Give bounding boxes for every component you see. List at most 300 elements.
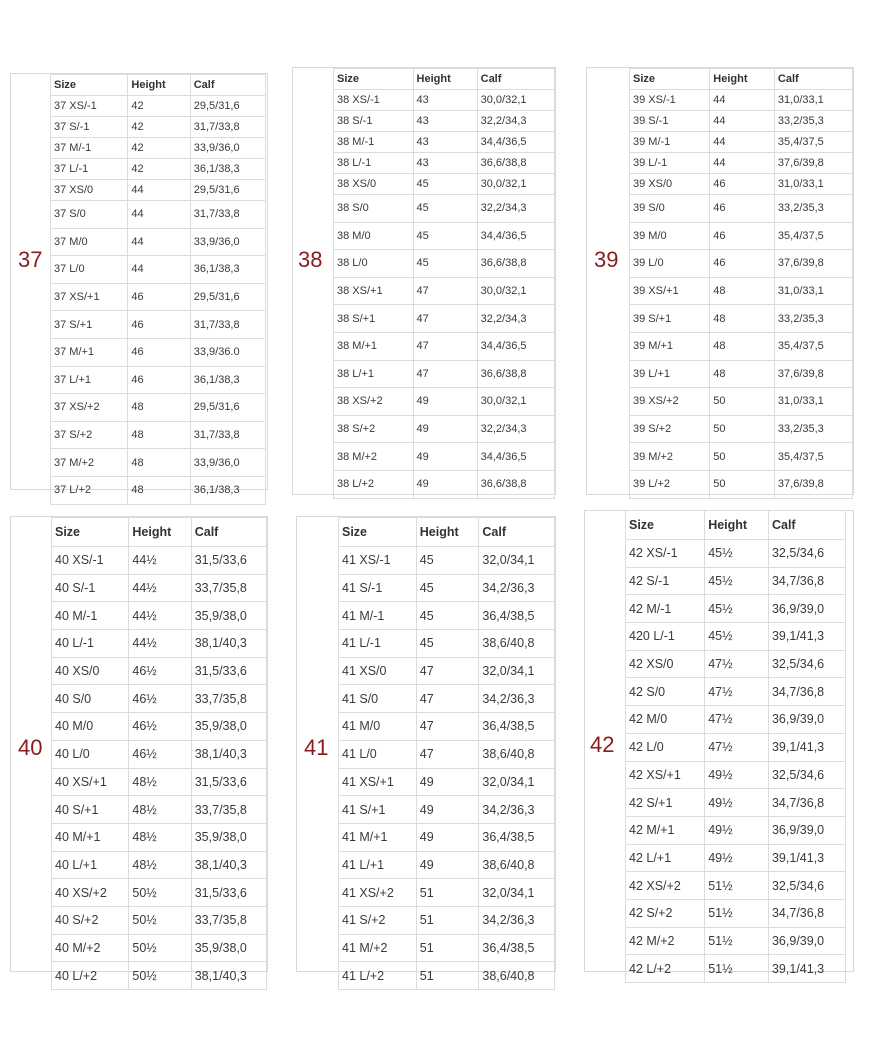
table-row: [51, 366, 266, 394]
size-cell: 38 M/-1: [334, 132, 414, 153]
calf-cell: 33,9/36.0: [190, 338, 265, 366]
calf-cell: 32,0/34,1: [479, 547, 555, 575]
height-cell: 50: [710, 388, 775, 416]
calf-cell: 35,4/37,5: [774, 332, 852, 360]
table-row: [52, 574, 267, 602]
table-row: [339, 879, 555, 907]
table-row: [52, 657, 267, 685]
table-row: [52, 740, 267, 768]
calf-cell: 32,0/34,1: [479, 657, 555, 685]
size-cell: 38 M/+2: [334, 443, 414, 471]
calf-cell: 34,4/36,5: [477, 332, 554, 360]
calf-cell: 30,0/32,1: [477, 277, 554, 305]
size-cell: 40 M/0: [52, 713, 129, 741]
size-cell: 420 L/-1: [626, 623, 705, 651]
table-row: [339, 962, 555, 990]
calf-cell: 32,5/34,6: [768, 761, 845, 789]
calf-cell: 34,2/36,3: [479, 906, 555, 934]
height-cell: 47½: [705, 678, 769, 706]
height-cell: 47½: [705, 733, 769, 761]
column-header-size: Size: [630, 69, 710, 90]
table-row: [52, 823, 267, 851]
height-cell: 45: [413, 174, 477, 195]
calf-cell: 34,2/36,3: [479, 685, 555, 713]
height-cell: 44: [710, 111, 775, 132]
table-row: [339, 713, 555, 741]
height-cell: 50: [710, 470, 775, 498]
column-header-size: Size: [51, 75, 128, 96]
table-row: [51, 180, 266, 201]
calf-cell: 34,4/36,5: [477, 443, 554, 471]
calf-cell: 32,2/34,3: [477, 111, 554, 132]
size-cell: 38 XS/0: [334, 174, 414, 195]
height-cell: 47: [413, 277, 477, 305]
size-cell: 42 S/0: [626, 678, 705, 706]
calf-cell: 36,9/39,0: [768, 816, 845, 844]
size-cell: 37 L/-1: [51, 159, 128, 180]
height-cell: 51: [416, 934, 479, 962]
table-row: [626, 733, 846, 761]
size-cell: 38 L/+2: [334, 470, 414, 498]
calf-cell: 32,2/34,3: [477, 305, 554, 333]
size-cell: 39 XS/0: [630, 174, 710, 195]
table-row: [51, 201, 266, 229]
table-row: [630, 443, 853, 471]
height-cell: 44: [128, 256, 190, 284]
size-cell: 41 S/-1: [339, 574, 417, 602]
size-cell: 39 M/0: [630, 222, 710, 250]
calf-cell: 31,5/33,6: [191, 547, 266, 575]
table-row: [339, 906, 555, 934]
size-cell: 40 L/+1: [52, 851, 129, 879]
calf-cell: 33,2/35,3: [774, 195, 852, 223]
table-row: [630, 388, 853, 416]
size-cell: 42 L/0: [626, 733, 705, 761]
size-cell: 39 S/0: [630, 195, 710, 223]
height-cell: 48½: [129, 768, 191, 796]
size-cell: 39 L/+1: [630, 360, 710, 388]
calf-cell: 31,0/33,1: [774, 174, 852, 195]
table-row: [334, 332, 555, 360]
column-header-size: Size: [334, 69, 414, 90]
calf-cell: 31,7/33,8: [190, 201, 265, 229]
size-cell: 41 XS/+1: [339, 768, 417, 796]
size-cell: 39 XS/-1: [630, 90, 710, 111]
calf-cell: 39,1/41,3: [768, 733, 845, 761]
table-row: [339, 685, 555, 713]
height-cell: 46: [710, 195, 775, 223]
table-row: [334, 132, 555, 153]
calf-cell: 33,9/36,0: [190, 449, 265, 477]
height-cell: 49½: [705, 816, 769, 844]
column-header-size: Size: [52, 518, 129, 547]
column-header-height: Height: [705, 511, 769, 540]
size-table-39: [629, 68, 853, 499]
size-cell: 41 M/+2: [339, 934, 417, 962]
size-cell: 41 M/0: [339, 713, 417, 741]
calf-cell: 32,5/34,6: [768, 872, 845, 900]
table-row: [630, 90, 853, 111]
size-cell: 38 M/+1: [334, 332, 414, 360]
height-cell: 48: [128, 394, 190, 422]
height-cell: 49½: [705, 761, 769, 789]
size-cell: 40 L/0: [52, 740, 129, 768]
table-row: [630, 111, 853, 132]
table-row: [334, 305, 555, 333]
height-cell: 49: [416, 768, 479, 796]
table-row: [339, 851, 555, 879]
table-row: [339, 547, 555, 575]
height-cell: 49½: [705, 844, 769, 872]
table-row: [630, 222, 853, 250]
size-table-37: [50, 74, 266, 505]
size-cell: 42 S/+1: [626, 789, 705, 817]
table-row: [51, 421, 266, 449]
calf-cell: 29,5/31,6: [190, 180, 265, 201]
table-row: [52, 906, 267, 934]
calf-cell: 35,9/38,0: [191, 934, 266, 962]
size-cell: 37 L/+1: [51, 366, 128, 394]
size-cell: 39 XS/+2: [630, 388, 710, 416]
table-row: [334, 153, 555, 174]
calf-cell: 36,6/38,8: [477, 470, 554, 498]
calf-cell: 36,4/38,5: [479, 713, 555, 741]
height-cell: 46: [128, 311, 190, 339]
height-cell: 45: [413, 250, 477, 278]
size-cell: 38 M/0: [334, 222, 414, 250]
size-cell: 42 M/0: [626, 706, 705, 734]
size-cell: 39 M/+1: [630, 332, 710, 360]
table-row: [334, 222, 555, 250]
height-cell: 51: [416, 906, 479, 934]
height-cell: 51: [416, 879, 479, 907]
calf-cell: 33,7/35,8: [191, 796, 266, 824]
table-row: [334, 250, 555, 278]
calf-cell: 36,9/39,0: [768, 706, 845, 734]
height-cell: 44: [710, 132, 775, 153]
calf-cell: 31,5/33,6: [191, 657, 266, 685]
column-header-calf: Calf: [774, 69, 852, 90]
height-cell: 48: [128, 476, 190, 504]
size-cell: 41 L/0: [339, 740, 417, 768]
calf-cell: 34,7/36,8: [768, 789, 845, 817]
height-cell: 48½: [129, 796, 191, 824]
size-cell: 37 L/0: [51, 256, 128, 284]
calf-cell: 35,4/37,5: [774, 222, 852, 250]
size-cell: 40 M/+1: [52, 823, 129, 851]
size-cell: 39 S/-1: [630, 111, 710, 132]
calf-cell: 31,0/33,1: [774, 277, 852, 305]
table-row: [52, 851, 267, 879]
height-cell: 49: [416, 823, 479, 851]
table-row: [51, 159, 266, 180]
calf-cell: 38,1/40,3: [191, 962, 266, 990]
size-cell: 42 L/+2: [626, 955, 705, 983]
table-row: [51, 228, 266, 256]
table-header-row: [630, 69, 853, 90]
height-cell: 51½: [705, 872, 769, 900]
calf-cell: 32,0/34,1: [479, 768, 555, 796]
size-cell: 39 M/-1: [630, 132, 710, 153]
table-row: [52, 630, 267, 658]
table-row: [51, 96, 266, 117]
calf-cell: 36,1/38,3: [190, 159, 265, 180]
size-cell: 37 XS/-1: [51, 96, 128, 117]
calf-cell: 32,2/34,3: [477, 195, 554, 223]
table-header-row: [51, 75, 266, 96]
table-row: [626, 816, 846, 844]
calf-cell: 33,2/35,3: [774, 415, 852, 443]
column-header-height: Height: [413, 69, 477, 90]
size-cell: 41 M/+1: [339, 823, 417, 851]
size-cell: 42 S/-1: [626, 567, 705, 595]
table-row: [626, 844, 846, 872]
height-cell: 50½: [129, 934, 191, 962]
column-header-calf: Calf: [190, 75, 265, 96]
height-cell: 49: [413, 470, 477, 498]
size-cell: 41 XS/-1: [339, 547, 417, 575]
size-cell: 39 L/-1: [630, 153, 710, 174]
height-cell: 49: [416, 796, 479, 824]
height-cell: 49: [413, 388, 477, 416]
calf-cell: 39,1/41,3: [768, 623, 845, 651]
height-cell: 48: [128, 449, 190, 477]
height-cell: 46: [128, 283, 190, 311]
size-cell: 41 S/+1: [339, 796, 417, 824]
table-row: [52, 547, 267, 575]
table-row: [626, 761, 846, 789]
table-row: [334, 90, 555, 111]
table-row: [630, 195, 853, 223]
height-cell: 48: [710, 305, 775, 333]
size-cell: 37 XS/0: [51, 180, 128, 201]
table-row: [334, 470, 555, 498]
table-row: [334, 443, 555, 471]
size-cell: 40 M/-1: [52, 602, 129, 630]
table-row: [52, 713, 267, 741]
size-cell: 38 S/0: [334, 195, 414, 223]
size-cell: 37 M/+2: [51, 449, 128, 477]
size-cell: 40 M/+2: [52, 934, 129, 962]
table-row: [52, 685, 267, 713]
calf-cell: 32,5/34,6: [768, 540, 845, 568]
height-cell: 44: [128, 180, 190, 201]
table-row: [51, 256, 266, 284]
size-cell: 39 L/+2: [630, 470, 710, 498]
height-cell: 44½: [129, 574, 191, 602]
size-cell: 37 L/+2: [51, 476, 128, 504]
height-cell: 48½: [129, 851, 191, 879]
calf-cell: 38,1/40,3: [191, 630, 266, 658]
height-cell: 48½: [129, 823, 191, 851]
column-header-height: Height: [129, 518, 191, 547]
size-cell: 38 XS/-1: [334, 90, 414, 111]
height-cell: 43: [413, 153, 477, 174]
size-cell: 37 M/-1: [51, 138, 128, 159]
column-header-calf: Calf: [479, 518, 555, 547]
table-row: [334, 277, 555, 305]
calf-cell: 31,0/33,1: [774, 388, 852, 416]
calf-cell: 30,0/32,1: [477, 174, 554, 195]
size-cell: 41 XS/0: [339, 657, 417, 685]
height-cell: 48: [710, 332, 775, 360]
height-cell: 45: [413, 222, 477, 250]
height-cell: 44: [128, 228, 190, 256]
size-cell: 39 L/0: [630, 250, 710, 278]
table-row: [339, 657, 555, 685]
height-cell: 45½: [705, 540, 769, 568]
table-row: [334, 360, 555, 388]
size-cell: 37 XS/+1: [51, 283, 128, 311]
table-row: [630, 250, 853, 278]
calf-cell: 38,1/40,3: [191, 740, 266, 768]
height-cell: 49: [413, 415, 477, 443]
height-cell: 47: [413, 360, 477, 388]
calf-cell: 29,5/31,6: [190, 283, 265, 311]
size-cell: 41 M/-1: [339, 602, 417, 630]
table-row: [626, 567, 846, 595]
height-cell: 43: [413, 132, 477, 153]
height-cell: 45½: [705, 623, 769, 651]
table-row: [51, 476, 266, 504]
table-row: [630, 305, 853, 333]
calf-cell: 38,6/40,8: [479, 962, 555, 990]
size-cell: 41 L/-1: [339, 630, 417, 658]
table-row: [626, 789, 846, 817]
calf-cell: 35,9/38,0: [191, 823, 266, 851]
size-cell: 41 XS/+2: [339, 879, 417, 907]
column-header-size: Size: [339, 518, 417, 547]
size-cell: 41 S/+2: [339, 906, 417, 934]
calf-cell: 32,0/34,1: [479, 879, 555, 907]
column-header-height: Height: [416, 518, 479, 547]
height-cell: 47: [413, 332, 477, 360]
calf-cell: 33,9/36,0: [190, 228, 265, 256]
calf-cell: 29,5/31,6: [190, 394, 265, 422]
height-cell: 42: [128, 117, 190, 138]
calf-cell: 33,9/36,0: [190, 138, 265, 159]
height-cell: 50½: [129, 906, 191, 934]
table-row: [52, 796, 267, 824]
size-cell: 42 S/+2: [626, 899, 705, 927]
size-cell: 40 XS/+2: [52, 879, 129, 907]
calf-cell: 34,7/36,8: [768, 899, 845, 927]
calf-cell: 36,4/38,5: [479, 602, 555, 630]
size-cell: 41 L/+2: [339, 962, 417, 990]
height-cell: 50½: [129, 962, 191, 990]
height-cell: 50: [710, 415, 775, 443]
column-header-height: Height: [710, 69, 775, 90]
size-cell: 40 XS/-1: [52, 547, 129, 575]
height-cell: 44½: [129, 602, 191, 630]
calf-cell: 34,7/36,8: [768, 567, 845, 595]
table-row: [630, 174, 853, 195]
size-cell: 37 M/+1: [51, 338, 128, 366]
table-row: [339, 768, 555, 796]
height-cell: 42: [128, 138, 190, 159]
height-cell: 45: [416, 602, 479, 630]
size-cell: 39 M/+2: [630, 443, 710, 471]
table-row: [52, 962, 267, 990]
height-cell: 46: [710, 174, 775, 195]
height-cell: 47½: [705, 650, 769, 678]
calf-cell: 35,9/38,0: [191, 602, 266, 630]
size-cell: 40 S/+1: [52, 796, 129, 824]
size-cell: 40 XS/+1: [52, 768, 129, 796]
group-label-37: 37: [18, 247, 43, 272]
table-row: [626, 706, 846, 734]
table-row: [626, 595, 846, 623]
size-cell: 37 M/0: [51, 228, 128, 256]
size-cell: 42 M/+1: [626, 816, 705, 844]
table-row: [51, 394, 266, 422]
height-cell: 42: [128, 159, 190, 180]
height-cell: 50: [710, 443, 775, 471]
height-cell: 51: [416, 962, 479, 990]
table-row: [52, 602, 267, 630]
calf-cell: 37,6/39,8: [774, 153, 852, 174]
table-row: [52, 934, 267, 962]
calf-cell: 38,6/40,8: [479, 740, 555, 768]
table-header-row: [339, 518, 555, 547]
height-cell: 51½: [705, 927, 769, 955]
calf-cell: 32,5/34,6: [768, 650, 845, 678]
height-cell: 44: [710, 90, 775, 111]
height-cell: 44½: [129, 547, 191, 575]
calf-cell: 36,9/39,0: [768, 595, 845, 623]
table-header-row: [334, 69, 555, 90]
size-table-38: [333, 68, 555, 499]
calf-cell: 31,5/33,6: [191, 879, 266, 907]
table-row: [334, 111, 555, 132]
table-row: [626, 650, 846, 678]
size-cell: 40 XS/0: [52, 657, 129, 685]
height-cell: 45: [413, 195, 477, 223]
calf-cell: 29,5/31,6: [190, 96, 265, 117]
height-cell: 50½: [129, 879, 191, 907]
calf-cell: 36,4/38,5: [479, 823, 555, 851]
size-cell: 38 L/+1: [334, 360, 414, 388]
size-cell: 39 S/+2: [630, 415, 710, 443]
size-cell: 42 M/+2: [626, 927, 705, 955]
calf-cell: 36,9/39,0: [768, 927, 845, 955]
size-cell: 40 L/+2: [52, 962, 129, 990]
table-row: [339, 574, 555, 602]
calf-cell: 34,4/36,5: [477, 222, 554, 250]
height-cell: 46½: [129, 685, 191, 713]
calf-cell: 34,4/36,5: [477, 132, 554, 153]
calf-cell: 37,6/39,8: [774, 470, 852, 498]
calf-cell: 35,4/37,5: [774, 443, 852, 471]
height-cell: 48: [710, 277, 775, 305]
calf-cell: 34,2/36,3: [479, 796, 555, 824]
table-row: [51, 138, 266, 159]
column-header-height: Height: [128, 75, 190, 96]
height-cell: 47: [416, 685, 479, 713]
height-cell: 46: [128, 366, 190, 394]
calf-cell: 33,7/35,8: [191, 906, 266, 934]
size-cell: 38 XS/+2: [334, 388, 414, 416]
column-header-calf: Calf: [477, 69, 554, 90]
height-cell: 45: [416, 630, 479, 658]
table-row: [334, 388, 555, 416]
height-cell: 46: [710, 250, 775, 278]
size-cell: 38 L/0: [334, 250, 414, 278]
size-cell: 38 S/-1: [334, 111, 414, 132]
calf-cell: 33,2/35,3: [774, 111, 852, 132]
table-header-row: [52, 518, 267, 547]
table-row: [339, 934, 555, 962]
